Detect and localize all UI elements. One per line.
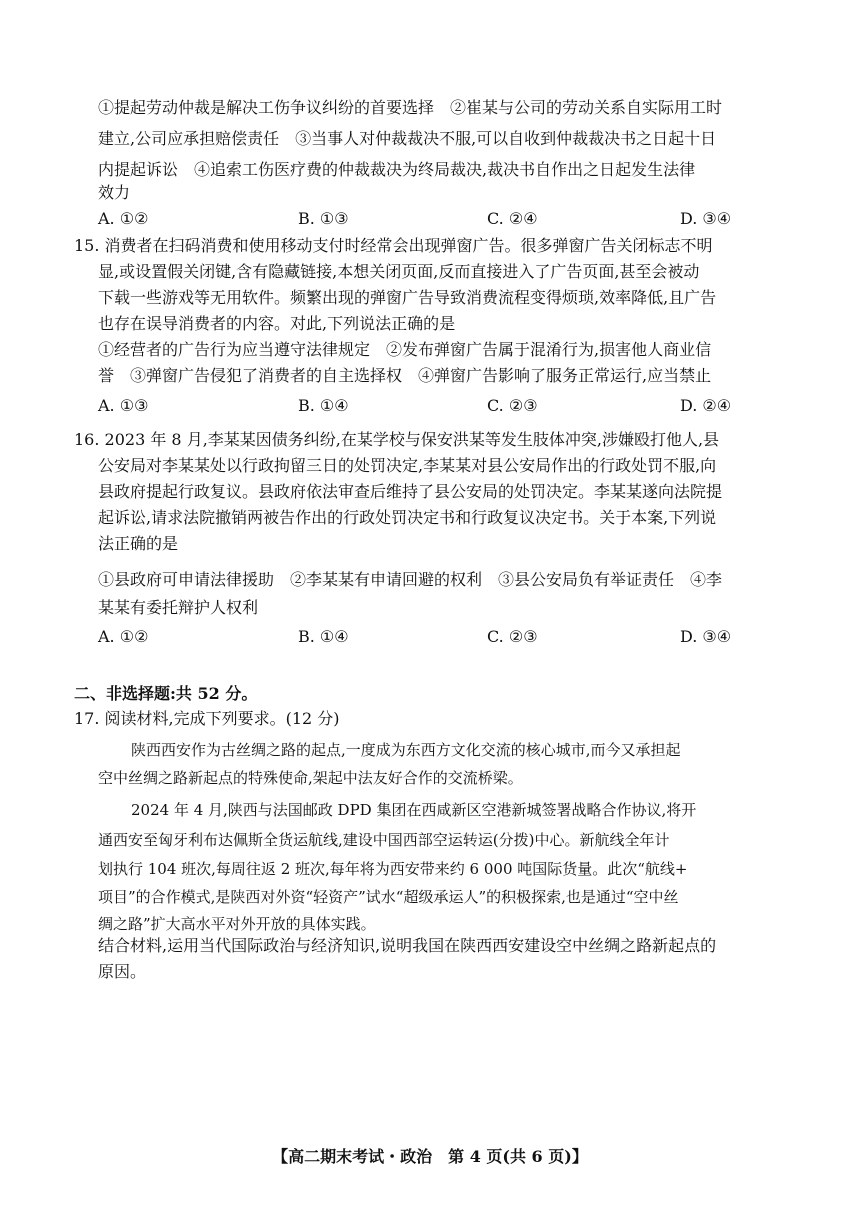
q17-requirement-line-1: 结合材料,运用当代国际政治与经济知识,说明我国在陕西西安建设空中丝绸之路新起点的	[98, 936, 717, 955]
q15-stem-line-4: 也存在误导消费者的内容。对此,下列说法正确的是	[98, 314, 456, 333]
q14-statement-line-3: 内提起诉讼 ④追索工伤医疗费的仲裁裁决为终局裁决,裁决书自作出之日起发生法律	[98, 160, 696, 179]
q16-option-d: D. ③④	[680, 627, 732, 646]
q16-statement-line-2: 某某有委托辩护人权利	[98, 598, 259, 617]
q17-stem: 17. 阅读材料,完成下列要求。(12 分)	[74, 709, 340, 728]
q17-material-line-5: 划执行 104 班次,每周往返 2 班次,每年将为西安带来约 6 000 吨国际货量。此次“航线+	[98, 860, 688, 878]
q17-material-line-2: 空中丝绸之路新起点的特殊使命,架起中法友好合作的交流桥梁。	[98, 769, 523, 787]
q17-material-line-3: 2024 年 4 月,陕西与法国邮政 DPD 集团在西咸新区空港新城签署战略合作协议,将开	[131, 801, 697, 819]
q16-option-c: C. ②③	[487, 627, 538, 646]
q14-option-b: B. ①③	[298, 209, 349, 228]
q16-option-a: A. ①②	[98, 627, 149, 646]
q14-option-a: A. ①②	[98, 209, 149, 228]
q15-statement-line-1: ①经营者的广告行为应当遵守法律规定 ②发布弹窗广告属于混淆行为,损害他人商业信	[98, 340, 712, 359]
q14-option-d: D. ③④	[680, 209, 732, 228]
q16-stem-line-5: 法正确的是	[98, 534, 179, 553]
q17-requirement-line-2: 原因。	[98, 962, 147, 981]
q16-stem-line-3: 县政府提起行政复议。县政府依法审查后维持了县公安局的处罚决定。李某某遂向法院提	[98, 482, 723, 501]
page-footer: 【高二期末考试・政治 第 4 页(共 6 页)】	[272, 1147, 588, 1166]
section-2-heading: 二、非选择题:共 52 分。	[74, 684, 258, 703]
q15-option-b: B. ①④	[298, 396, 349, 415]
q16-stem-line-4: 起诉讼,请求法院撤销两被告作出的行政处罚决定书和行政复议决定书。关于本案,下列说	[98, 508, 717, 527]
q14-statement-line-4: 效力	[98, 183, 131, 202]
q17-material-line-6: 项目”的合作模式,是陕西对外资“轻资产”试水“超级承运人”的积极探索,也是通过“空中丝	[98, 888, 679, 906]
q15-option-c: C. ②③	[487, 396, 538, 415]
q16-option-b: B. ①④	[298, 627, 349, 646]
q14-option-c: C. ②④	[487, 209, 538, 228]
q15-option-d: D. ②④	[680, 396, 732, 415]
q17-material-line-7: 绸之路”扩大高水平对外开放的具体实践。	[98, 915, 376, 933]
q14-statement-line-2: 建立,公司应承担赔偿责任 ③当事人对仲裁裁决不服,可以自收到仲裁裁决书之日起十日	[98, 129, 717, 148]
q16-statement-line-1: ①县政府可申请法律援助 ②李某某有申请回避的权利 ③县公安局负有举证责任 ④李	[98, 570, 723, 589]
q15-stem-line-1: 15. 消费者在扫码消费和使用移动支付时经常会出现弹窗广告。很多弹窗广告关闭标志不明	[74, 236, 713, 255]
q16-stem-line-2: 公安局对李某某处以行政拘留三日的处罚决定,李某某对县公安局作出的行政处罚不服,向	[98, 456, 717, 475]
q15-option-a: A. ①③	[98, 396, 149, 415]
q14-statement-line-1: ①提起劳动仲裁是解决工伤争议纠纷的首要选择 ②崔某与公司的劳动关系自实际用工时	[98, 98, 723, 117]
q15-stem-line-2: 显,或设置假关闭键,含有隐藏链接,本想关闭页面,反而直接进入了广告页面,甚至会被动	[98, 262, 700, 281]
q15-statement-line-2: 誉 ③弹窗广告侵犯了消费者的自主选择权 ④弹窗广告影响了服务正常运行,应当禁止	[98, 366, 712, 385]
q17-material-line-1: 陕西西安作为古丝绸之路的起点,一度成为东西方文化交流的核心城市,而今又承担起	[131, 741, 681, 759]
q15-stem-line-3: 下载一些游戏等无用软件。频繁出现的弹窗广告导致消费流程变得烦琐,效率降低,且广告	[98, 288, 717, 307]
q16-stem-line-1: 16. 2023 年 8 月,李某某因债务纠纷,在某学校与保安洪某等发生肢体冲突,涉嫌殴打他人,县	[74, 430, 720, 449]
q17-material-line-4: 通西安至匈牙利布达佩斯全货运航线,建设中国西部空运转运(分拨)中心。新航线全年计	[98, 831, 670, 849]
